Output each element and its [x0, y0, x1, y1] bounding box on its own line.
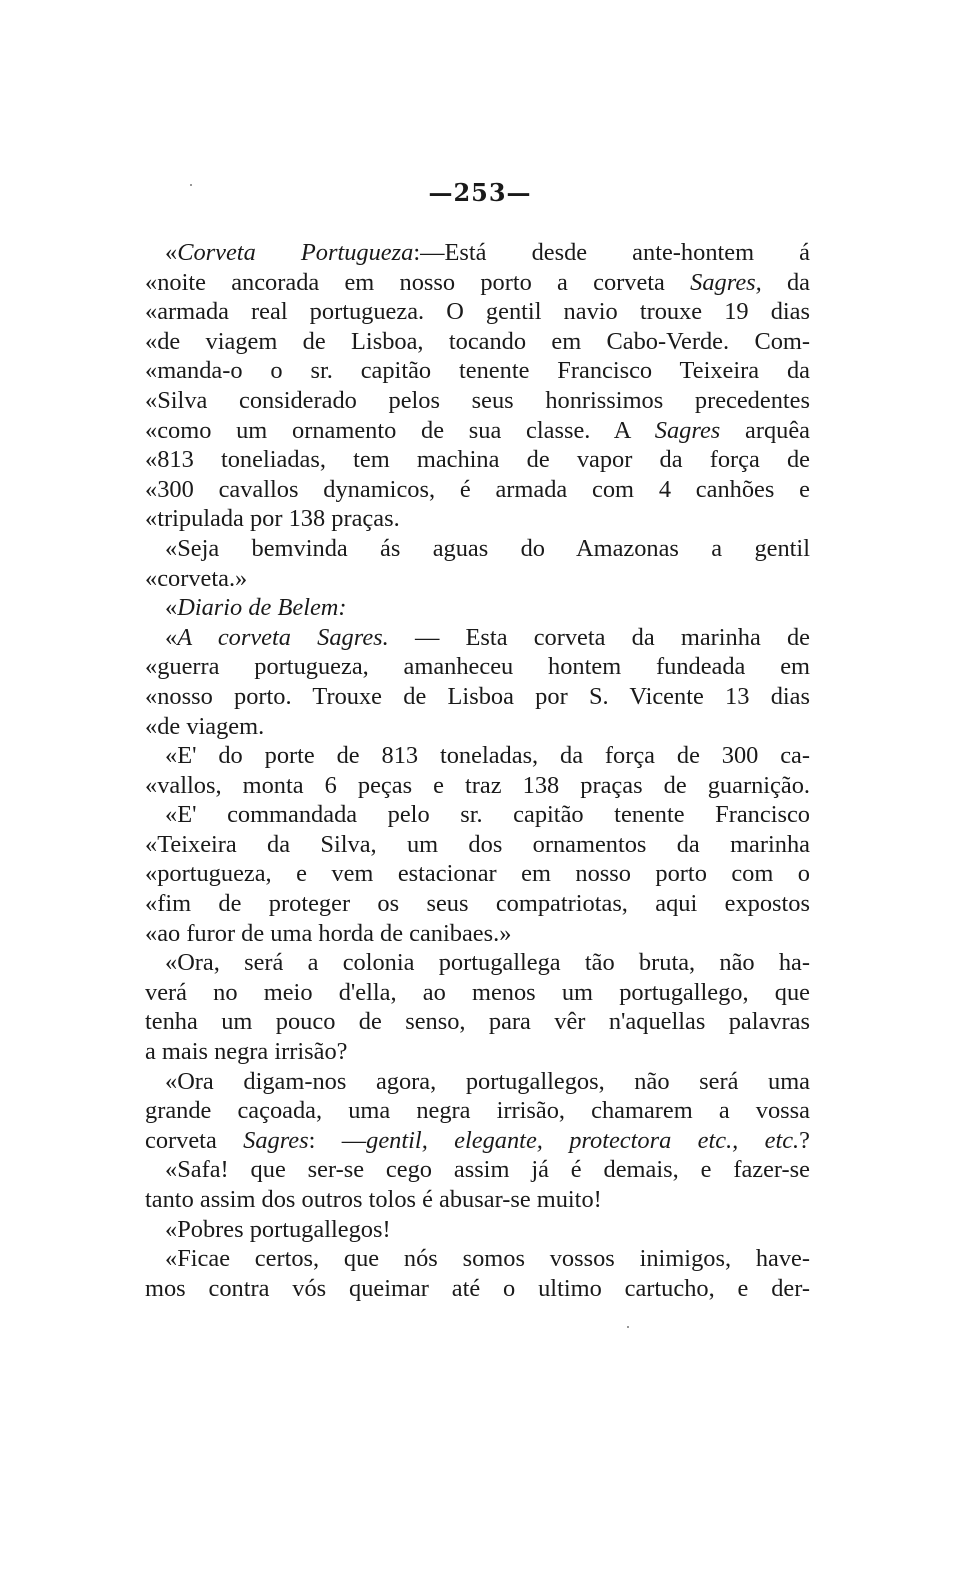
text-run: «Ora digam-nos agora, portugallegos, não será uma — [165, 1067, 810, 1095]
text-run: «tripulada por 138 praças. — [145, 505, 400, 533]
text-line — [145, 800, 810, 830]
text-run: «corveta.» — [145, 564, 248, 592]
text-line — [145, 297, 810, 327]
text-line — [145, 1244, 810, 1274]
text-line — [145, 593, 810, 623]
text-line — [145, 534, 810, 564]
text-line — [145, 919, 810, 949]
text-run: «nosso porto. Trouxe de Lisboa por S. Vicente 13 dias — [145, 682, 810, 710]
text-run: «portugueza, e vem estacionar em nosso porto com o — [145, 860, 810, 888]
text-line — [145, 1037, 810, 1067]
text-run: «Ficae certos, que nós somos vossos inimigos, have- — [165, 1245, 810, 1273]
text-line — [145, 889, 810, 919]
text-line — [145, 327, 810, 357]
text-line — [145, 1185, 810, 1215]
italic-text: Sagres — [243, 1126, 309, 1154]
text-line — [145, 771, 810, 801]
text-line — [145, 1067, 810, 1097]
text-line — [145, 978, 810, 1008]
text-line — [145, 445, 810, 475]
text-line — [145, 830, 810, 860]
paper-speck — [627, 1326, 629, 1328]
text-run: «Safa! que ser-se cego assim já é demais, e fazer-se — [165, 1156, 810, 1184]
text-line — [145, 1274, 810, 1304]
text-line — [145, 1007, 810, 1037]
italic-text: Sagres, — [690, 268, 762, 296]
text-run: «E' commandada pelo sr. capitão tenente Francisco — [165, 801, 810, 829]
text-run: tanto assim dos outros tolos é abusar-se muito! — [145, 1186, 602, 1213]
text-line — [145, 1126, 810, 1156]
text-run: «Ora, será a colonia portugallega tão bruta, não ha- — [165, 949, 810, 977]
text-line — [145, 623, 810, 653]
italic-text: A corveta Sagres. — [177, 623, 389, 651]
text-line — [145, 948, 810, 978]
text-line — [145, 504, 810, 534]
text-run: ? — [799, 1126, 810, 1154]
page-number: —253— — [428, 178, 532, 207]
text-line — [145, 1215, 810, 1245]
text-run: «como um ornamento de sua classe. A — [145, 416, 655, 444]
text-line — [145, 682, 810, 712]
text-run: « — [165, 623, 178, 651]
text-line — [145, 741, 810, 771]
text-run: «Silva considerado pelos seus honrissimos precedentes — [145, 386, 810, 414]
text-run: da — [761, 268, 810, 296]
text-line — [145, 475, 810, 505]
text-run: — Esta corveta da marinha de — [388, 623, 810, 651]
italic-text: Sagres — [654, 416, 721, 444]
text-run: verá no meio d'ella, ao menos um portugallego, que — [145, 978, 810, 1006]
text-run: «300 cavallos dynamicos, é armada com 4 canhões e — [145, 475, 810, 503]
text-line — [145, 652, 810, 682]
text-run: «E' do porte de 813 toneladas, da força de 300 ca- — [165, 742, 810, 770]
text-run: «Teixeira da Silva, um dos ornamentos da marinha — [145, 830, 810, 858]
italic-text: Diario de Belem: — [177, 594, 347, 622]
text-run: «Seja bemvinda ás aguas do Amazonas a gentil — [165, 534, 810, 562]
italic-text: Corveta Portugueza — [177, 239, 414, 266]
text-run: corveta — [145, 1126, 244, 1154]
text-run: arquêa — [720, 416, 811, 444]
text-run: tenha um pouco de senso, para vêr n'aquellas palavras — [145, 1008, 810, 1036]
text-run: «813 toneliadas, tem machina de vapor da força de — [145, 446, 810, 474]
text-line — [145, 416, 810, 446]
text-run: «fim de proteger os seus compatriotas, aqui expostos — [145, 890, 810, 918]
text-line — [145, 564, 810, 594]
text-run: a mais negra irrisão? — [145, 1038, 348, 1066]
text-run: «Pobres portugallegos! — [165, 1215, 391, 1243]
text-line — [145, 1096, 810, 1126]
text-run: «manda-o o sr. capitão tenente Francisco Teixeira da — [145, 357, 810, 385]
text-run: : — — [308, 1126, 367, 1154]
italic-text: gentil, elegante, protectora etc., etc. — [366, 1126, 800, 1154]
text-run: grande caçoada, uma negra irrisão, chamarem a vossa — [145, 1097, 810, 1125]
text-run: «de viagem. — [145, 712, 265, 740]
page-body-text — [145, 238, 810, 1303]
text-run: «armada real portugueza. O gentil navio trouxe 19 dias — [145, 298, 810, 326]
text-line — [145, 268, 810, 298]
text-line — [145, 712, 810, 742]
text-run: :—Está desde ante-hontem á — [413, 239, 810, 266]
text-run: «noite ancorada em nosso porto a corveta — [145, 268, 691, 296]
text-run: « — [165, 239, 178, 266]
text-run: «guerra portugueza, amanheceu hontem fundeada em — [145, 653, 810, 681]
text-line — [145, 859, 810, 889]
text-run: « — [165, 594, 178, 622]
text-line — [145, 356, 810, 386]
text-line — [145, 1155, 810, 1185]
text-line — [145, 386, 810, 416]
text-line — [145, 238, 810, 268]
text-run: mos contra vós queimar até o ultimo cartucho, e der- — [145, 1274, 810, 1302]
text-run: «vallos, monta 6 peças e traz 138 praças de guarnição. — [145, 771, 810, 799]
text-run: «ao furor de uma horda de canibaes.» — [145, 919, 512, 947]
text-run: «de viagem de Lisboa, tocando em Cabo-Verde. Com- — [145, 327, 810, 355]
